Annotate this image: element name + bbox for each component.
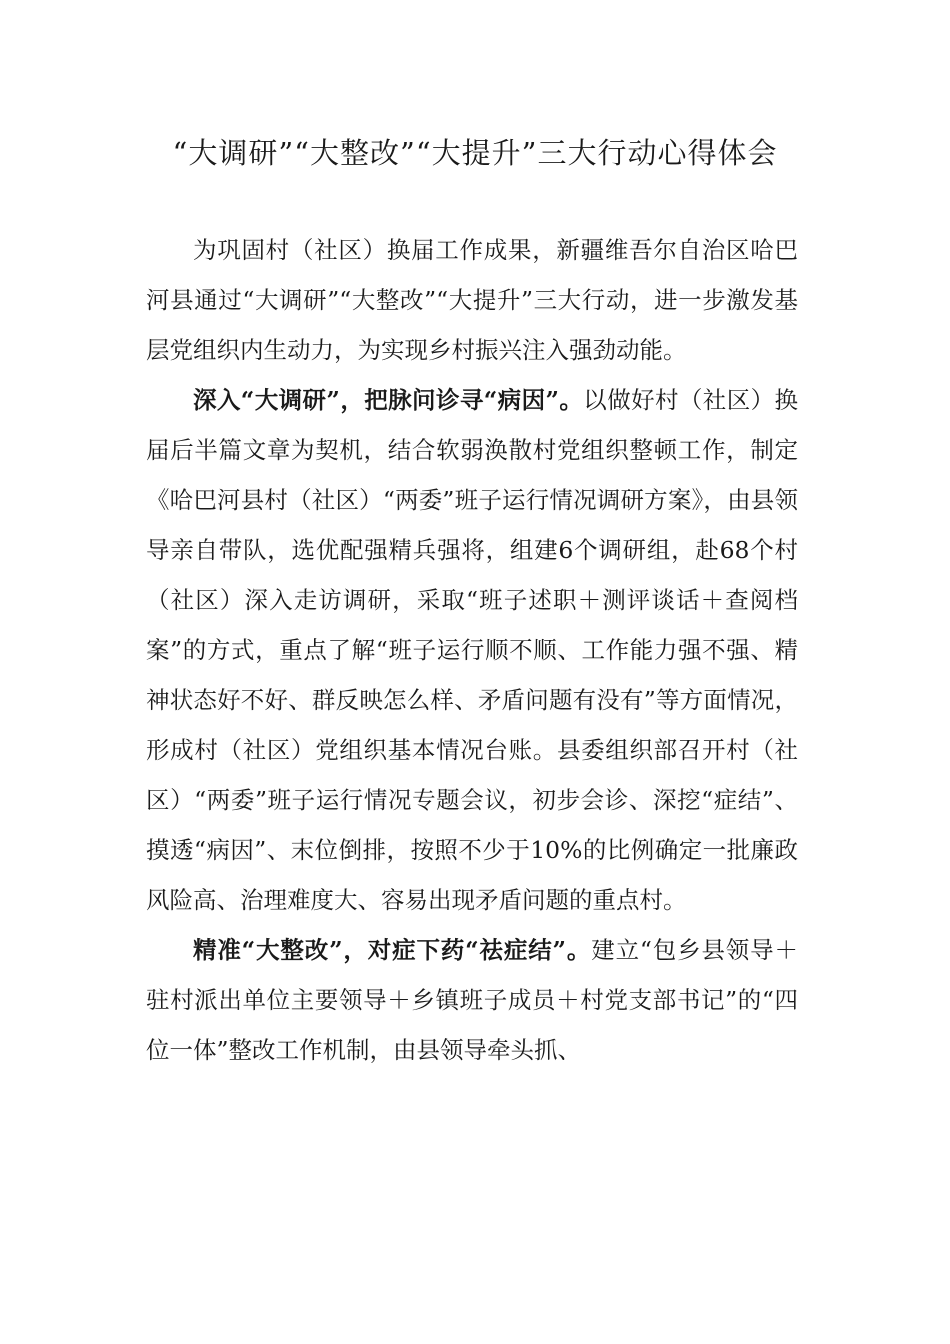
paragraph-lead: 精准“大整改”，对症下药“祛症结”。 <box>193 936 592 964</box>
paragraph-intro <box>146 225 798 375</box>
paragraph-text: 为巩固村（社区）换届工作成果，新疆维吾尔自治区哈巴河县通过“大调研”“大整改”“大提升”三大行动，进一步激发基层党组织内生动力，为实现乡村振兴注入强劲动能。 <box>146 236 798 364</box>
paragraph-text: 建立“包乡县领导＋驻村派出单位主要领导＋乡镇班子成员＋村党支部书记”的“四位一体”整改工作机制，由县领导牵头抓、 <box>146 936 798 1064</box>
paragraph-lead: 深入“大调研”，把脉问诊寻“病因”。 <box>193 386 584 414</box>
document-body <box>146 225 798 1075</box>
paragraph-text: 以做好村（社区）换届后半篇文章为契机，结合软弱涣散村党组织整顿工作，制定《哈巴河县村（社区）“两委”班子运行情况调研方案》，由县领导亲自带队，选优配强精兵强将，组建6个调研组，赴68个村（社区）深入走访调研，采取“班子述职＋测评谈话＋查阅档案”的方式，重点了解“班子运行顺不顺、工作能力强不强、精神状态好不好、群反映怎么样、矛盾问题有没有”等方面情况，形成村（社区）党组织基本情况台账。县委组织部召开村（社区）“两委”班子运行情况专题会议，初步会诊、深挖“症结”、摸透“病因”、末位倒排，按照不少于10%的比例确定一批廉政风险高、治理难度大、容易出现矛盾问题的重点村。 <box>146 386 799 914</box>
paragraph-rectification <box>146 925 798 1075</box>
paragraph-research <box>146 375 798 925</box>
document-title: “大调研”“大整改”“大提升”三大行动心得体会 <box>172 136 778 170</box>
